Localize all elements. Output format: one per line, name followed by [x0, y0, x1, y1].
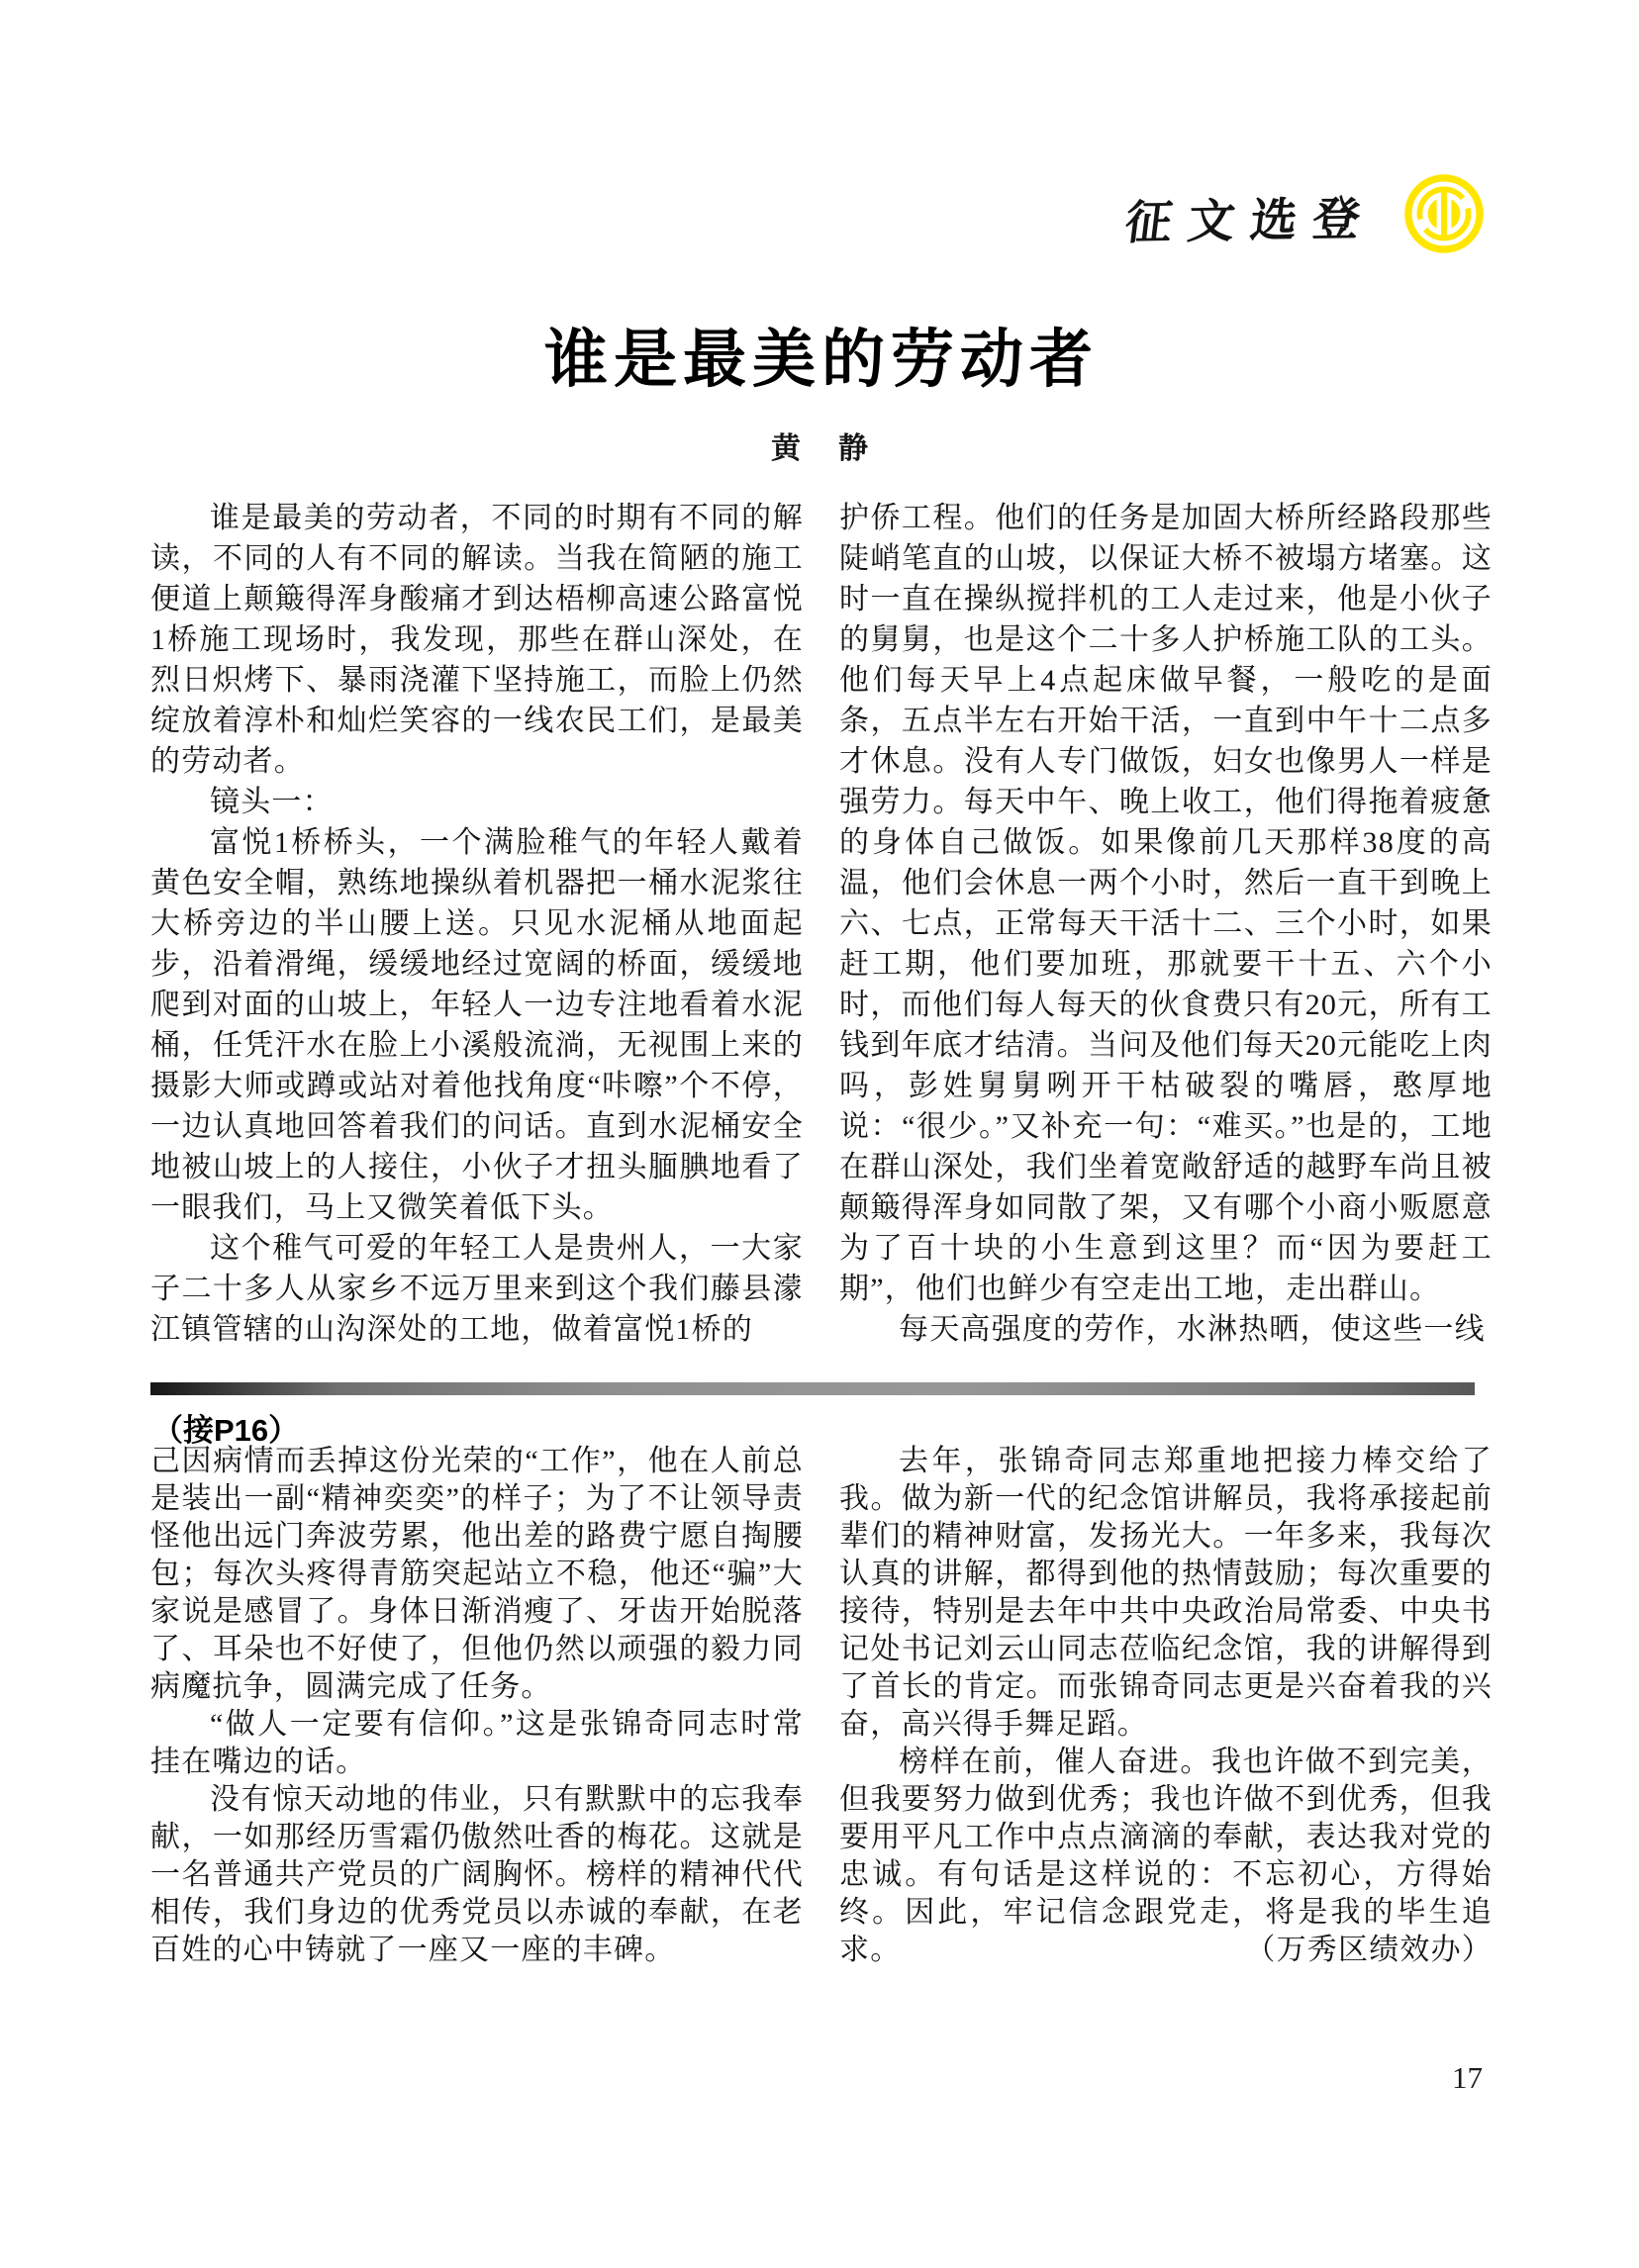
section-divider-bar: [150, 1382, 1475, 1395]
paragraph: 己因病情而丢掉这份光荣的“工作”，他在人前总是装出一副“精神奕奕”的样子；为了不让领导责怪他出远门奔波劳累，他出差的路费宁愿自掏腰包；每次头疼得青筋突起站立不稳，他还“骗”大家说是感冒了。身体日渐消瘦了、牙齿开始脱落了、耳朵也不好使了，但他仍然以顽强的毅力同病魔抗争，圆满完成了任务。: [150, 1445, 804, 1703]
continuation-left-column: [150, 1443, 804, 1969]
paragraph: “做人一定要有信仰。”这是张锦奇同志时常挂在嘴边的话。: [150, 1708, 804, 1778]
page-title: 谁是最美的劳动者: [544, 325, 1099, 395]
column-section-label: 征文选登: [1121, 193, 1379, 250]
paragraph: 每天高强度的劳作，水淋热晒，使这些一线: [899, 1313, 1486, 1346]
paragraph: 没有惊天动地的伟业，只有默默中的忘我奉献，一如那经历雪霜仍傲然吐香的梅花。这就是一名普通共产党员的广阔胸怀。榜样的精神代代相传，我们身边的优秀党员以赤诚的奉献，在老百姓的心中铸就了一座又一座的丰碑。: [150, 1783, 804, 1966]
paragraph: 富悦1桥桥头，一个满脸稚气的年轻人戴着黄色安全帽，熟练地操纵着机器把一桶水泥浆往大桥旁边的半山腰上送。只见水泥桶从地面起步，沿着滑绳，缓缓地经过宽阔的桥面，缓缓地爬到对面的山坡上，年轻人一边专注地看着水泥桶，任凭汗水在脸上小溪般流淌，无视围上来的摄影大师或蹲或站对着他找角度“咔嚓”个不停，一边认真地回答着我们的问话。直到水泥桶安全地被山坡上的人接住，小伙子才扭头腼腆地看了一眼我们，马上又微笑着低下头。: [150, 826, 804, 1224]
top-right-column: [839, 498, 1493, 1350]
continued-from-label: （接P16）: [152, 1413, 300, 1448]
continuation-right-column: [839, 1443, 1493, 1969]
paragraph: 护侨工程。他们的任务是加固大桥所经路段那些陡峭笔直的山坡，以保证大桥不被塌方堵塞。这时一直在操纵搅拌机的工人走过来，他是小伙子的舅舅，也是这个二十多人护桥施工队的工头。他们每天早上4点起床做早餐，一般吃的是面条，五点半左右开始干活，一直到中午十二点多才休息。没有人专门做饭，妇女也像男人一样是强劳力。每天中午、晚上收工，他们得拖着疲惫的身体自己做饭。如果像前几天那样38度的高温，他们会休息一两个小时，然后一直干到晚上六、七点，正常每天干活十二、三个小时，如果赶工期，他们要加班，那就要干十五、六个小时，而他们每人每天的伙食费只有20元，所有工钱到年底才结清。当问及他们每天20元能吃上肉吗，彭姓舅舅咧开干枯破裂的嘴唇，憨厚地说：“很少。”又补充一句：“难买。”也是的，工地在群山深处，我们坐着宽敞舒适的越野车尚且被颠簸得浑身如同散了架，又有哪个小商小贩愿意为了百十块的小生意到这里？而“因为要赶工期”，他们也鲜少有空走出工地，走出群山。: [839, 502, 1493, 1305]
paragraph: 去年，张锦奇同志郑重地把接力棒交给了我。做为新一代的纪念馆讲解员，我将承接起前辈们的精神财富，发扬光大。一年多来，我每次认真的讲解，都得到他的热情鼓励；每次重要的接待，特别是去年中共中央政治局常委、中央书记处书记刘云山同志莅临纪念馆，我的讲解得到了首长的肯定。而张锦奇同志更是兴奋着我的兴奋，高兴得手舞足蹈。: [839, 1445, 1493, 1741]
attribution: （万秀区绩效办）: [1245, 1934, 1493, 1966]
paragraph: 这个稚气可爱的年轻工人是贵州人，一大家子二十多人从家乡不远万里来到这个我们藤县濛江镇管辖的山沟深处的工地，做着富悦1桥的: [150, 1232, 804, 1346]
article-top-section: [150, 498, 1493, 1350]
top-left-column: [150, 498, 804, 1350]
trade-union-emblem-svg: [1403, 173, 1485, 254]
article-continuation-section: [150, 1443, 1493, 1969]
article-author: 黄 静: [771, 432, 872, 465]
page-number: 17: [1452, 2060, 1483, 2095]
trade-union-emblem-icon: [1403, 173, 1485, 254]
paragraph: 榜样在前，催人奋进。我也许做不到完美，但我要努力做到优秀；我也许做不到优秀，但我要用平凡工作中点点滴滴的奉献，表达我对党的忠诚。有句话是这样说的：不忘初心，方得始终。因此，牢记信念跟党走，将是我的毕生追求。: [839, 1746, 1493, 1966]
paragraph: 谁是最美的劳动者，不同的时期有不同的解读，不同的人有不同的解读。当我在简陋的施工便道上颠簸得浑身酸痛才到达梧柳高速公路富悦1桥施工现场时，我发现，那些在群山深处，在烈日炽烤下、暴雨浇灌下坚持施工，而脸上仍然绽放着淳朴和灿烂笑容的一线农民工们，是最美的劳动者。: [150, 502, 804, 778]
paragraph: 镜头一：: [210, 786, 334, 818]
